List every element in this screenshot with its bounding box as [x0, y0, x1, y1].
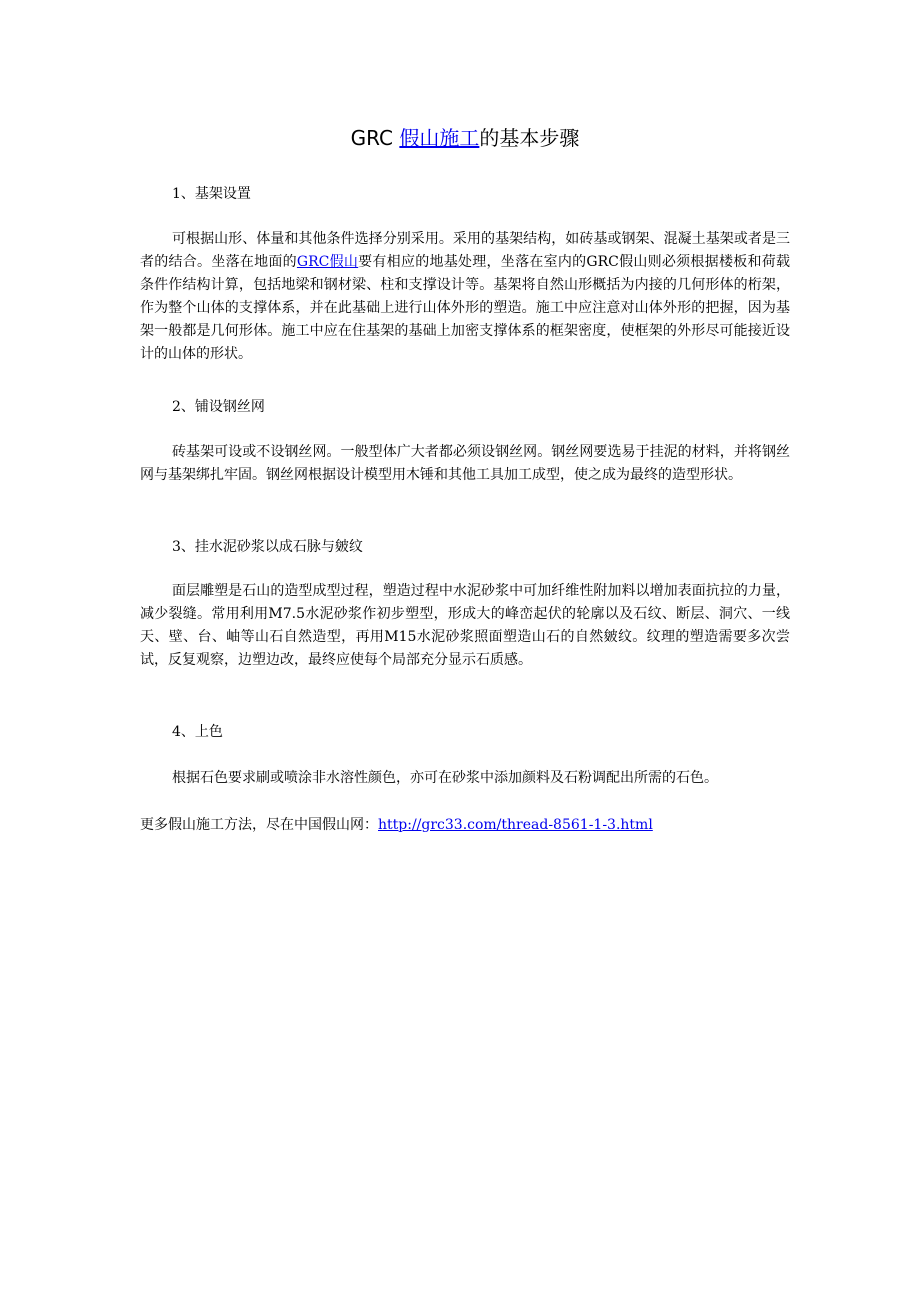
- section-paragraph-4: 根据石色要求刷或喷涂非水溶性颜色，亦可在砂浆中添加颜料及石粉调配出所需的石色。: [172, 770, 718, 786]
- section-heading-1: 1、基架设置: [172, 186, 251, 202]
- footer-url-link[interactable]: http://grc33.com/thread-8561-1-3.html: [378, 817, 653, 833]
- footer-text: 更多假山施工方法，尽在中国假山网：: [140, 817, 378, 833]
- grc-rockery-link[interactable]: GRC假山: [296, 254, 359, 270]
- paragraph-1-part2: 要有相应的地基处理，坐落在室内的GRC假山则必须根据楼板和荷载条件作结构计算，包括地梁和钢材梁、柱和支撑设计等。基架将自然山形概括为内接的几何形体的桁架，作为整个山体的支撑体系，并在此基础上进行山体外形的塑造。施工中应注意对山体外形的把握，因为基架一般都是几何形体。施工中应在住基架的基础上加密支撑体系的框架密度，使框架的外形尽可能接近设计的山体的形状。: [140, 254, 791, 362]
- footer-line: [140, 814, 790, 836]
- section-paragraph-3: 面层雕塑是石山的造型成型过程，塑造过程中水泥砂浆中可加纤维性附加料以增加表面抗拉的力量，减少裂缝。常用利用M7.5水泥砂浆作初步塑型，形成大的峰峦起伏的轮廓以及石纹、断层、洞穴、一线天、壁、台、岫等山石自然造型，再用M15水泥砂浆照面塑造山石的自然皴纹。纹理的塑造需要多次尝试，反复观察，边塑边改，最终应使每个局部充分显示石质感。: [140, 583, 790, 668]
- title-suffix: 的基本步骤: [479, 126, 580, 150]
- section-heading-2: 2、铺设钢丝网: [172, 399, 265, 415]
- paragraph-1-part1: 可根据山形、体量和其他条件选择分别采用。采用的基架结构，如砖基或钢架、混凝土基架或者是三者的结合。坐落在地面的: [140, 231, 790, 270]
- page-title: [140, 124, 790, 152]
- section-heading-4: 4、上色: [172, 724, 223, 740]
- section-paragraph-1: [140, 228, 790, 366]
- section-paragraph-2: 砖基架可设或不设钢丝网。一般型体广大者都必须设钢丝网。钢丝网要选易于挂泥的材料，并将钢丝网与基架绑扎牢固。钢丝网根据设计模型用木锤和其他工具加工成型，使之成为最终的造型形状。: [140, 444, 790, 483]
- section-heading-3: 3、挂水泥砂浆以成石脉与皴纹: [172, 539, 363, 555]
- title-link[interactable]: 假山施工: [399, 126, 480, 150]
- title-prefix: GRC: [350, 126, 400, 150]
